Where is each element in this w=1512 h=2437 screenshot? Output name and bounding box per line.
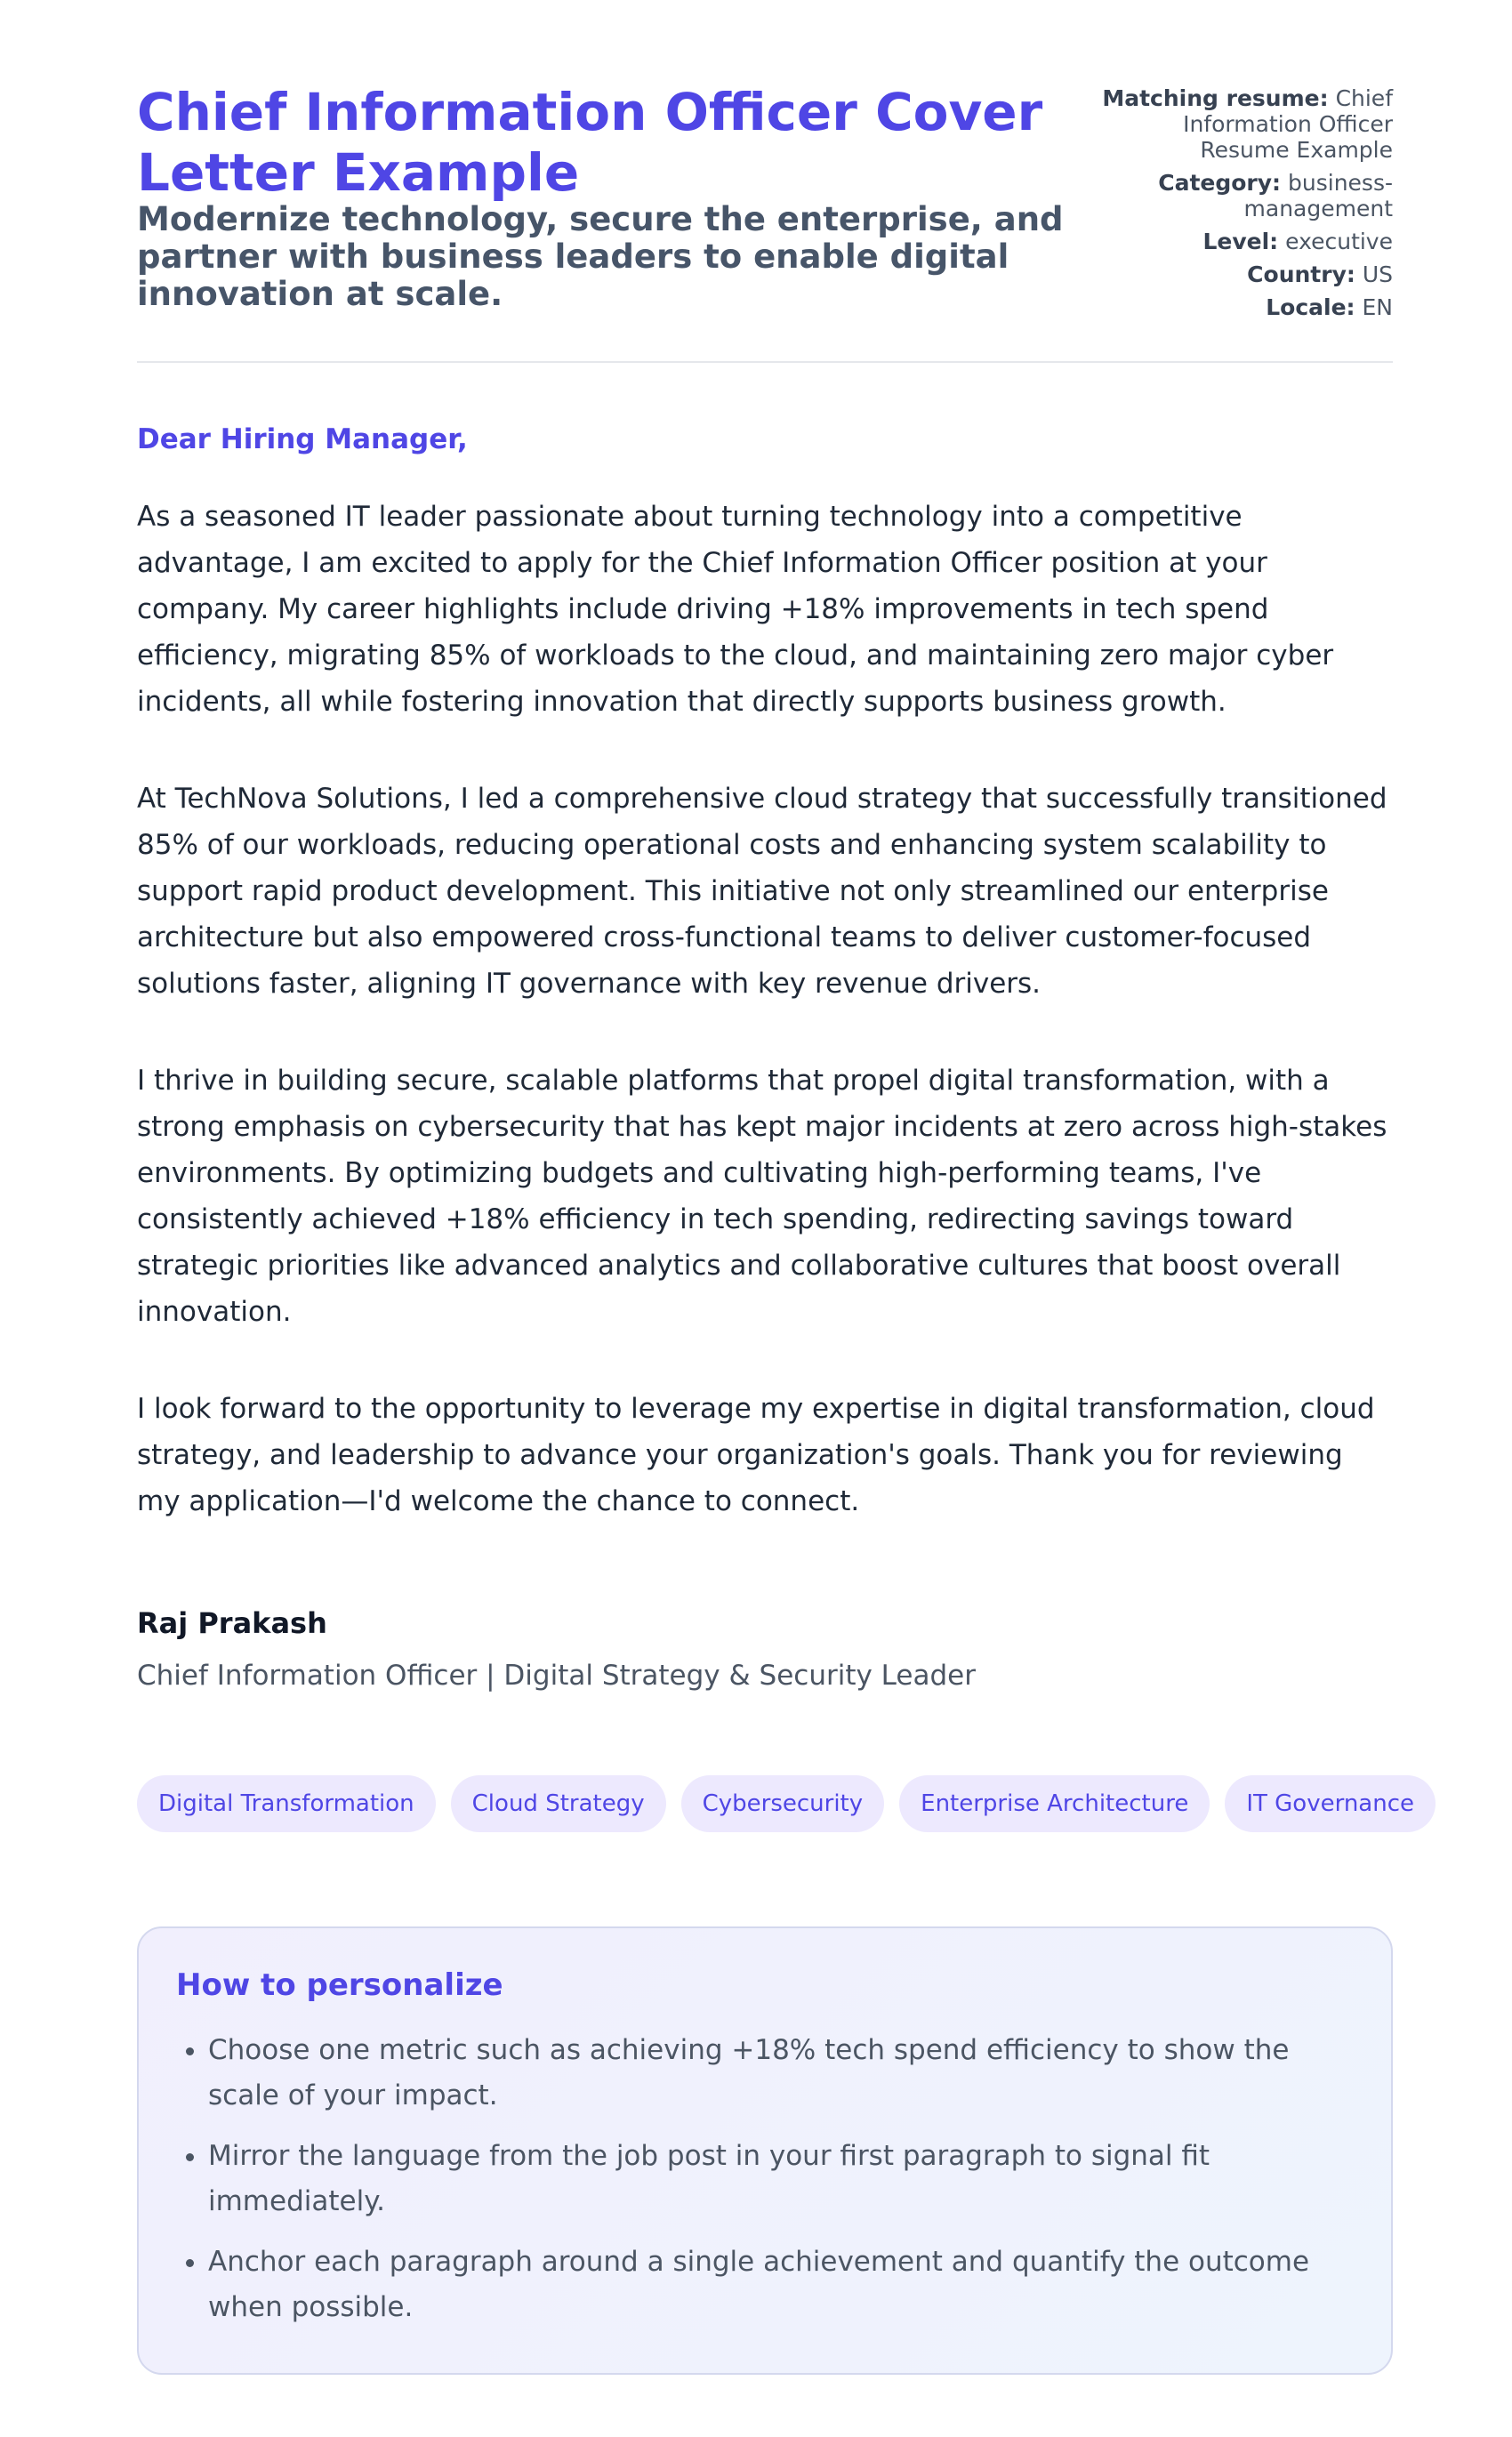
- page-subtitle: Modernize technology, secure the enterprise, and partner with business leaders to enable digital innovation at scale.: [137, 200, 1064, 313]
- skill-tag: Enterprise Architecture: [899, 1775, 1210, 1832]
- signer-title: Chief Information Officer | Digital Strategy & Security Leader: [137, 1660, 976, 1692]
- letter-paragraph: I look forward to the opportunity to leverage my expertise in digital transformation, cloud strategy, and leadership to advance your organization's goals. Thank you for reviewing my application—I'd welcome the chance to connect.: [137, 1393, 1375, 1517]
- signer-name: Raj Prakash: [137, 1606, 327, 1640]
- meta-matching-resume: [1090, 85, 1393, 163]
- skill-tag: Digital Transformation: [137, 1775, 436, 1832]
- meta-country-label: Country:: [1247, 261, 1355, 287]
- meta-category: [1090, 170, 1393, 221]
- tip-item: • Anchor each paragraph around a single achievement and quantify the outcome when possible.: [208, 2240, 1354, 2330]
- letter-greeting: Dear Hiring Manager,: [137, 423, 468, 455]
- personalize-tips-box: [137, 1926, 1393, 2375]
- page-title: Chief Information Officer Cover Letter Example: [137, 82, 1043, 203]
- tip-item: • Mirror the language from the job post in your first paragraph to signal fit immediately.: [208, 2134, 1354, 2224]
- meta-level: [1090, 229, 1393, 254]
- meta-locale-label: Locale:: [1266, 294, 1355, 320]
- letter-paragraph: As a seasoned IT leader passionate about turning technology into a competitive advantage, I am excited to apply for the Chief Information Officer position at your company. My career highlights include driving +18% improvements in tech spend efficiency, migrating 85% of workloads to the cloud, and maintaining zero major cyber incidents, all while fostering innovation that directly supports business growth.: [137, 501, 1334, 718]
- cover-letter-page: [137, 0, 1414, 2323]
- letter-body: [137, 494, 1393, 1575]
- tips-list: [176, 2028, 1354, 2330]
- meta-matching-resume-label: Matching resume:: [1102, 85, 1329, 111]
- skill-tag: Cloud Strategy: [451, 1775, 666, 1832]
- skill-tags: [137, 1775, 1436, 1832]
- meta-country-value: US: [1362, 261, 1393, 287]
- meta-category-label: Category:: [1158, 170, 1282, 196]
- meta-level-value: executive: [1285, 229, 1393, 254]
- meta-locale: [1090, 294, 1393, 320]
- page-header: [137, 0, 1393, 363]
- meta-category-value: business-management: [1243, 170, 1393, 221]
- meta-matching-resume-value: Chief Information Officer Resume Example: [1183, 85, 1393, 163]
- tip-item: • Choose one metric such as achieving +18% tech spend efficiency to show the scale of your impact.: [208, 2028, 1354, 2119]
- meta-level-label: Level:: [1202, 229, 1279, 254]
- letter-paragraph: At TechNova Solutions, I led a comprehensive cloud strategy that successfully transitioned 85% of our workloads, reducing operational costs and enhancing system scalability to support rapid product development. This initiative not only streamlined our enterprise architecture but also empowered cross-functional teams to deliver customer-focused solutions faster, aligning IT governance with key revenue drivers.: [137, 783, 1387, 1000]
- tips-title: How to personalize: [176, 1967, 503, 2003]
- skill-tag: IT Governance: [1225, 1775, 1436, 1832]
- meta-panel: [1090, 85, 1393, 327]
- letter-paragraph: I thrive in building secure, scalable platforms that propel digital transformation, with a strong emphasis on cybersecurity that has kept major incidents at zero across high-stakes environments. By optimizing budgets and cultivating high-performing teams, I've consistently achieved +18% efficiency in tech spending, redirecting savings toward strategic priorities like advanced analytics and collaborative cultures that boost overall innovation.: [137, 1065, 1387, 1328]
- meta-country: [1090, 261, 1393, 287]
- skill-tag: Cybersecurity: [681, 1775, 885, 1832]
- meta-locale-value: EN: [1362, 294, 1393, 320]
